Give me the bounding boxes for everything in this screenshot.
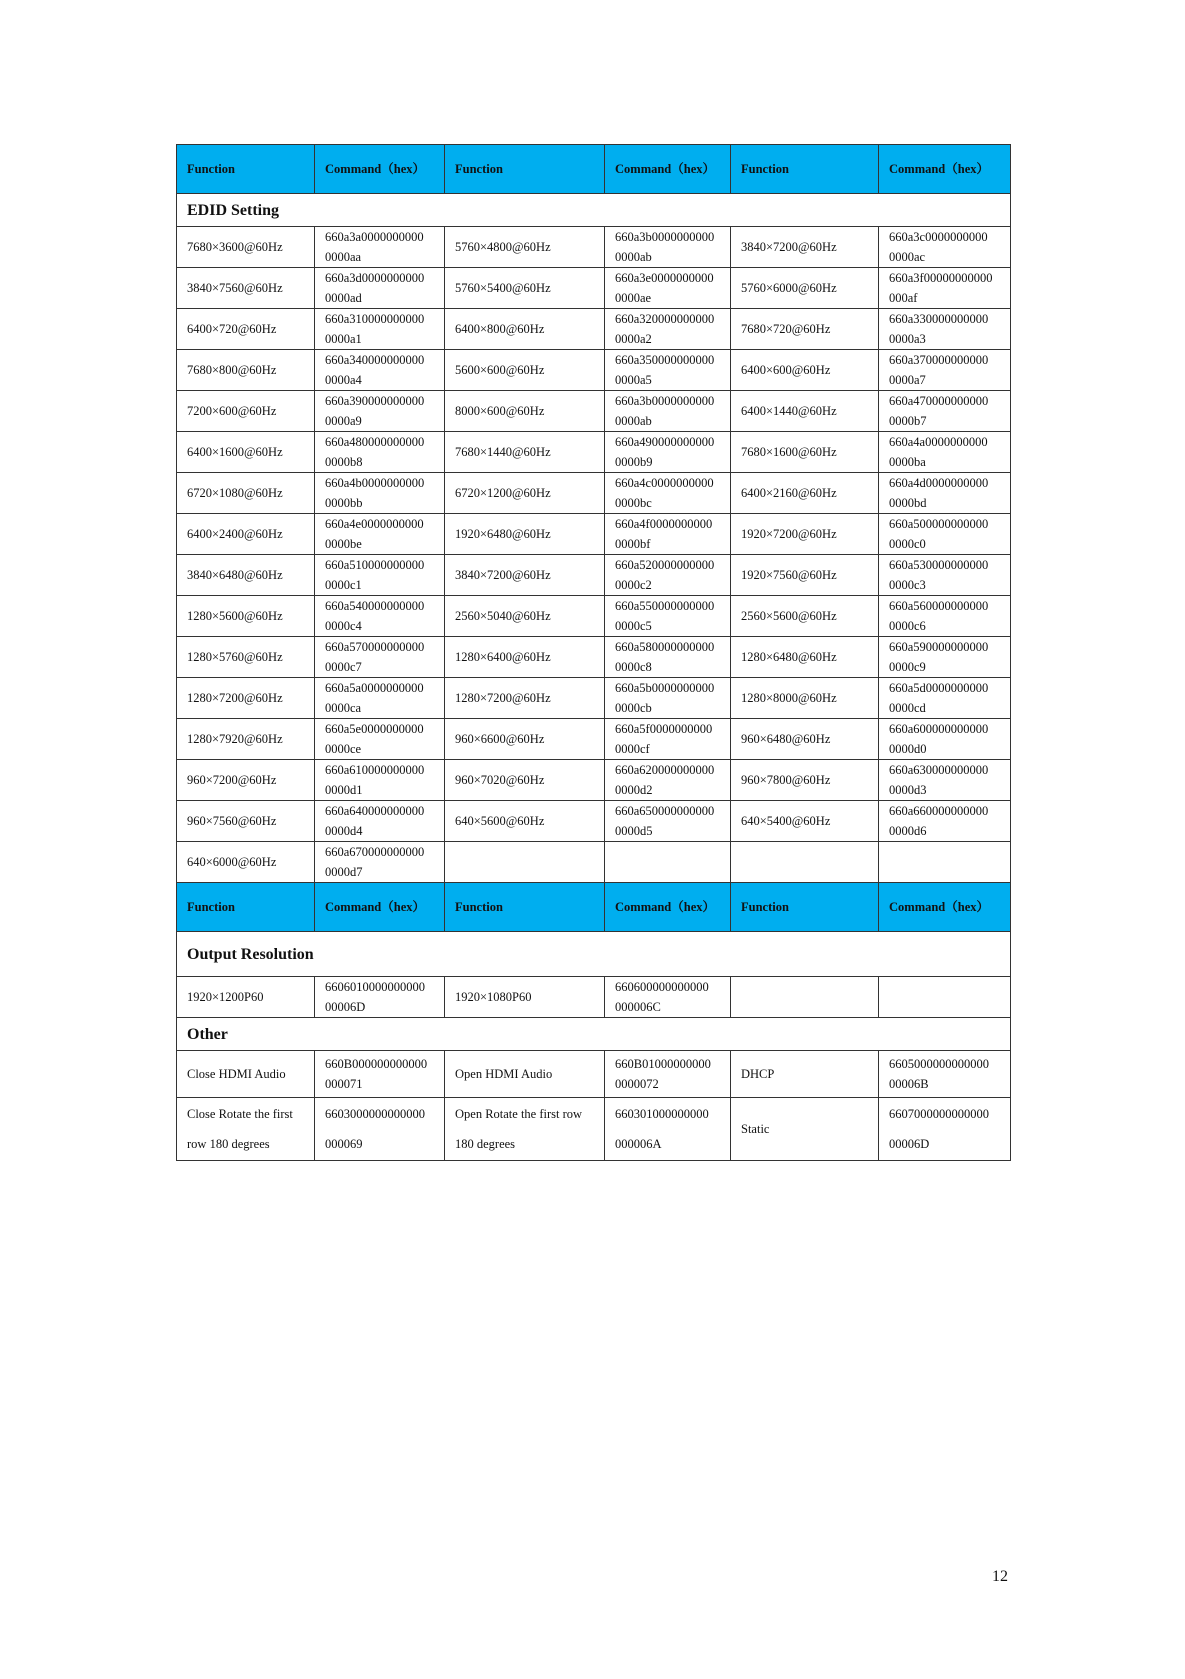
column-header: Function bbox=[445, 145, 605, 194]
column-header: Function bbox=[177, 145, 315, 194]
cell-line: 0000c9 bbox=[889, 660, 926, 674]
cell-line: 0000a7 bbox=[889, 373, 926, 387]
cell-line: 0000d3 bbox=[889, 783, 927, 797]
cell-line: 0000aa bbox=[325, 250, 362, 264]
cell-line: 660a5a0000000000 bbox=[325, 681, 424, 695]
command-cell bbox=[879, 555, 1011, 596]
command-cell bbox=[605, 391, 731, 432]
function-cell bbox=[731, 977, 879, 1018]
column-header: Command（hex） bbox=[879, 883, 1011, 932]
table-row bbox=[177, 801, 1011, 842]
function-cell: 1280×5760@60Hz bbox=[177, 637, 315, 678]
cell-line: 660a540000000000 bbox=[325, 599, 425, 613]
cell-line: 0000a2 bbox=[615, 332, 652, 346]
cell-line: 660a600000000000 bbox=[889, 722, 989, 736]
cell-line: 0000ac bbox=[889, 250, 926, 264]
function-cell: 960×7800@60Hz bbox=[731, 760, 879, 801]
command-cell bbox=[315, 555, 445, 596]
cell-line: 6606010000000000 bbox=[325, 980, 425, 994]
section-title: EDID Setting bbox=[177, 194, 1011, 227]
cell-line: 000071 bbox=[325, 1077, 363, 1091]
cell-line: 0000d5 bbox=[615, 824, 653, 838]
command-cell bbox=[879, 842, 1011, 883]
function-cell: 7680×1440@60Hz bbox=[445, 432, 605, 473]
cell-line: 660a3c0000000000 bbox=[889, 230, 988, 244]
table-row bbox=[177, 719, 1011, 760]
function-cell: Close HDMI Audio bbox=[177, 1051, 315, 1098]
cell-line: 660a5d0000000000 bbox=[889, 681, 989, 695]
command-cell bbox=[315, 842, 445, 883]
function-cell: 6400×720@60Hz bbox=[177, 309, 315, 350]
function-cell: 1280×7200@60Hz bbox=[177, 678, 315, 719]
cell-line: 0000bc bbox=[615, 496, 652, 510]
cell-line: 0000ca bbox=[325, 701, 362, 715]
command-cell bbox=[315, 514, 445, 555]
function-cell: 6400×1600@60Hz bbox=[177, 432, 315, 473]
cell-line: 0000c2 bbox=[615, 578, 652, 592]
command-cell bbox=[315, 432, 445, 473]
command-cell bbox=[605, 977, 731, 1018]
cell-line: 0000a5 bbox=[615, 373, 652, 387]
cell-line: 0000b7 bbox=[889, 414, 927, 428]
column-header: Function bbox=[177, 883, 315, 932]
cell-line: 0000bd bbox=[889, 496, 927, 510]
cell-line: 0000ce bbox=[325, 742, 362, 756]
cell-line: 660a320000000000 bbox=[615, 312, 715, 326]
cell-line: 660a480000000000 bbox=[325, 435, 425, 449]
function-cell: 640×5400@60Hz bbox=[731, 801, 879, 842]
command-cell bbox=[879, 719, 1011, 760]
function-cell: DHCP bbox=[731, 1051, 879, 1098]
cell-line: 660a560000000000 bbox=[889, 599, 989, 613]
cell-line: 660a3d0000000000 bbox=[325, 271, 425, 285]
function-cell bbox=[445, 842, 605, 883]
function-cell: 1280×8000@60Hz bbox=[731, 678, 879, 719]
column-header: Command（hex） bbox=[605, 145, 731, 194]
function-cell: 7680×720@60Hz bbox=[731, 309, 879, 350]
column-header: Command（hex） bbox=[315, 145, 445, 194]
cell-line: 660a650000000000 bbox=[615, 804, 715, 818]
function-cell: 7680×800@60Hz bbox=[177, 350, 315, 391]
function-cell: 5760×4800@60Hz bbox=[445, 227, 605, 268]
function-cell: 960×7020@60Hz bbox=[445, 760, 605, 801]
function-cell: 3840×6480@60Hz bbox=[177, 555, 315, 596]
table-row bbox=[177, 309, 1011, 350]
function-cell: 5600×600@60Hz bbox=[445, 350, 605, 391]
column-header: Function bbox=[445, 883, 605, 932]
table-row bbox=[177, 391, 1011, 432]
command-cell bbox=[605, 555, 731, 596]
command-cell bbox=[315, 637, 445, 678]
cell-line: 660a470000000000 bbox=[889, 394, 989, 408]
section-title: Output Resolution bbox=[177, 932, 1011, 977]
section-row bbox=[177, 1018, 1011, 1051]
cell-line: 660a520000000000 bbox=[615, 558, 715, 572]
function-cell: 7200×600@60Hz bbox=[177, 391, 315, 432]
cell-line: 660a500000000000 bbox=[889, 517, 989, 531]
command-cell bbox=[879, 268, 1011, 309]
command-cell bbox=[879, 391, 1011, 432]
function-cell: 3840×7200@60Hz bbox=[731, 227, 879, 268]
cell-line: 660600000000000 bbox=[615, 980, 709, 994]
cell-line: 660a4d0000000000 bbox=[889, 476, 989, 490]
column-header: Function bbox=[731, 145, 879, 194]
function-cell: 6400×600@60Hz bbox=[731, 350, 879, 391]
function-cell: 6400×800@60Hz bbox=[445, 309, 605, 350]
command-cell bbox=[315, 227, 445, 268]
cell-line: 660a550000000000 bbox=[615, 599, 715, 613]
function-cell: 1280×6400@60Hz bbox=[445, 637, 605, 678]
cell-line: 660a370000000000 bbox=[889, 353, 989, 367]
cell-line: 0000d4 bbox=[325, 824, 363, 838]
command-cell bbox=[315, 977, 445, 1018]
command-cell bbox=[879, 1051, 1011, 1098]
cell-line: 660a330000000000 bbox=[889, 312, 989, 326]
command-cell bbox=[605, 309, 731, 350]
cell-line: 0000a3 bbox=[889, 332, 926, 346]
command-cell bbox=[879, 977, 1011, 1018]
command-cell bbox=[605, 801, 731, 842]
function-cell: 6720×1080@60Hz bbox=[177, 473, 315, 514]
command-cell bbox=[315, 309, 445, 350]
column-header: Command（hex） bbox=[879, 145, 1011, 194]
command-cell bbox=[315, 1098, 445, 1161]
cell-line: 660a4b0000000000 bbox=[325, 476, 425, 490]
function-cell: 1920×6480@60Hz bbox=[445, 514, 605, 555]
cell-line: 660a5f0000000000 bbox=[615, 722, 713, 736]
cell-line: 660a3f00000000000 bbox=[889, 271, 993, 285]
function-cell: 8000×600@60Hz bbox=[445, 391, 605, 432]
cell-line: 660a590000000000 bbox=[889, 640, 989, 654]
function-cell: 1280×5600@60Hz bbox=[177, 596, 315, 637]
function-cell: 1280×7200@60Hz bbox=[445, 678, 605, 719]
page-number: 12 bbox=[992, 1568, 1008, 1585]
cell-line: 660a5b0000000000 bbox=[615, 681, 715, 695]
command-cell bbox=[879, 678, 1011, 719]
command-cell bbox=[879, 801, 1011, 842]
command-cell bbox=[879, 514, 1011, 555]
function-cell: 3840×7200@60Hz bbox=[445, 555, 605, 596]
cell-line: 0000d6 bbox=[889, 824, 927, 838]
table-row bbox=[177, 268, 1011, 309]
function-cell: 5760×6000@60Hz bbox=[731, 268, 879, 309]
cell-line: 660a610000000000 bbox=[325, 763, 425, 777]
cell-line: 0000c5 bbox=[615, 619, 652, 633]
command-cell bbox=[315, 678, 445, 719]
section-row bbox=[177, 932, 1011, 977]
cell-line: 0000a1 bbox=[325, 332, 362, 346]
command-cell bbox=[605, 432, 731, 473]
cell-line: 660a4a0000000000 bbox=[889, 435, 988, 449]
cell-line: 0000c1 bbox=[325, 578, 362, 592]
cell-line: 660a660000000000 bbox=[889, 804, 989, 818]
command-cell bbox=[879, 432, 1011, 473]
cell-line: 00006D bbox=[325, 1000, 366, 1014]
cell-line: 000006A bbox=[615, 1137, 662, 1151]
cell-line: 660a390000000000 bbox=[325, 394, 425, 408]
cell-line: 0000a4 bbox=[325, 373, 362, 387]
command-cell bbox=[879, 760, 1011, 801]
function-cell: 1920×1080P60 bbox=[445, 977, 605, 1018]
column-header: Command（hex） bbox=[315, 883, 445, 932]
cell-line: 660a530000000000 bbox=[889, 558, 989, 572]
cell-line: 0000cb bbox=[615, 701, 652, 715]
cell-line: 0000ba bbox=[889, 455, 926, 469]
cell-line: 0000cf bbox=[615, 742, 650, 756]
function-cell: Open HDMI Audio bbox=[445, 1051, 605, 1098]
command-cell bbox=[605, 1098, 731, 1161]
cell-line: Close Rotate the first bbox=[187, 1107, 293, 1121]
table-row bbox=[177, 227, 1011, 268]
cell-line: 00006D bbox=[889, 1137, 930, 1151]
command-cell bbox=[315, 350, 445, 391]
function-cell: 1920×7560@60Hz bbox=[731, 555, 879, 596]
column-header: Command（hex） bbox=[605, 883, 731, 932]
function-cell bbox=[445, 1098, 605, 1161]
table-row bbox=[177, 432, 1011, 473]
cell-line: 660B000000000000 bbox=[325, 1057, 428, 1071]
cell-line: 0000d1 bbox=[325, 783, 363, 797]
function-cell: 1280×6480@60Hz bbox=[731, 637, 879, 678]
command-cell bbox=[879, 309, 1011, 350]
cell-line: row 180 degrees bbox=[187, 1137, 270, 1151]
cell-line: 0000ab bbox=[615, 414, 652, 428]
cell-line: 660a3b0000000000 bbox=[615, 230, 715, 244]
command-cell bbox=[879, 637, 1011, 678]
table-row bbox=[177, 473, 1011, 514]
cell-line: 660a340000000000 bbox=[325, 353, 425, 367]
table-header-row bbox=[177, 883, 1011, 932]
command-cell bbox=[605, 637, 731, 678]
command-cell bbox=[605, 350, 731, 391]
function-cell: 7680×1600@60Hz bbox=[731, 432, 879, 473]
command-cell bbox=[605, 514, 731, 555]
command-cell bbox=[879, 473, 1011, 514]
function-cell: 3840×7560@60Hz bbox=[177, 268, 315, 309]
function-cell: 640×6000@60Hz bbox=[177, 842, 315, 883]
command-cell bbox=[315, 596, 445, 637]
cell-line: 0000ae bbox=[615, 291, 652, 305]
cell-line: 660a4c0000000000 bbox=[615, 476, 714, 490]
cell-line: 660a3e0000000000 bbox=[615, 271, 714, 285]
cell-line: 0000b8 bbox=[325, 455, 363, 469]
cell-line: 0000c0 bbox=[889, 537, 926, 551]
cell-line: 6605000000000000 bbox=[889, 1057, 989, 1071]
cell-line: 660a490000000000 bbox=[615, 435, 715, 449]
command-cell bbox=[605, 227, 731, 268]
section-title: Other bbox=[177, 1018, 1011, 1051]
cell-line: 0000cd bbox=[889, 701, 926, 715]
cell-line: 660301000000000 bbox=[615, 1107, 709, 1121]
cell-line: 0000c4 bbox=[325, 619, 362, 633]
function-cell: 2560×5040@60Hz bbox=[445, 596, 605, 637]
command-cell bbox=[315, 1051, 445, 1098]
command-cell bbox=[879, 1098, 1011, 1161]
function-cell: 960×7560@60Hz bbox=[177, 801, 315, 842]
function-cell: 7680×3600@60Hz bbox=[177, 227, 315, 268]
command-cell bbox=[315, 760, 445, 801]
table-row bbox=[177, 678, 1011, 719]
cell-line: 0000072 bbox=[615, 1077, 659, 1091]
cell-line: 660a630000000000 bbox=[889, 763, 989, 777]
cell-line: 0000bf bbox=[615, 537, 651, 551]
table-row bbox=[177, 350, 1011, 391]
function-cell: 640×5600@60Hz bbox=[445, 801, 605, 842]
cell-line: 660a670000000000 bbox=[325, 845, 425, 859]
function-cell: 6720×1200@60Hz bbox=[445, 473, 605, 514]
function-cell: 5760×5400@60Hz bbox=[445, 268, 605, 309]
function-cell: 960×7200@60Hz bbox=[177, 760, 315, 801]
cell-line: 660a580000000000 bbox=[615, 640, 715, 654]
cell-line: 0000b9 bbox=[615, 455, 653, 469]
function-cell: 960×6600@60Hz bbox=[445, 719, 605, 760]
cell-line: 0000c3 bbox=[889, 578, 926, 592]
cell-line: 6603000000000000 bbox=[325, 1107, 425, 1121]
table-row bbox=[177, 842, 1011, 883]
cell-line: 000006C bbox=[615, 1000, 661, 1014]
function-cell: 2560×5600@60Hz bbox=[731, 596, 879, 637]
cell-line: 660a4e0000000000 bbox=[325, 517, 424, 531]
function-cell: 960×6480@60Hz bbox=[731, 719, 879, 760]
cell-line: 660a640000000000 bbox=[325, 804, 425, 818]
command-cell bbox=[605, 268, 731, 309]
table-row bbox=[177, 760, 1011, 801]
cell-line: 0000ab bbox=[615, 250, 652, 264]
cell-line: 0000bb bbox=[325, 496, 363, 510]
table-row bbox=[177, 514, 1011, 555]
cell-line: 660a570000000000 bbox=[325, 640, 425, 654]
cell-line: 0000d7 bbox=[325, 865, 363, 879]
command-cell bbox=[605, 719, 731, 760]
table-header-row bbox=[177, 145, 1011, 194]
section-row bbox=[177, 194, 1011, 227]
cell-line: 0000a9 bbox=[325, 414, 362, 428]
function-cell: 1920×1200P60 bbox=[177, 977, 315, 1018]
command-cell bbox=[315, 473, 445, 514]
command-cell bbox=[879, 596, 1011, 637]
cell-line: 660a310000000000 bbox=[325, 312, 425, 326]
cell-line: 660a510000000000 bbox=[325, 558, 425, 572]
table-row bbox=[177, 977, 1011, 1018]
function-cell: 1920×7200@60Hz bbox=[731, 514, 879, 555]
cell-line: 660B01000000000 bbox=[615, 1057, 711, 1071]
cell-line: 660a3a0000000000 bbox=[325, 230, 424, 244]
cell-line: Open Rotate the first row bbox=[455, 1107, 583, 1121]
cell-line: 180 degrees bbox=[455, 1137, 516, 1151]
cell-line: 0000d2 bbox=[615, 783, 653, 797]
command-cell bbox=[315, 801, 445, 842]
table-row bbox=[177, 555, 1011, 596]
cell-line: 0000c6 bbox=[889, 619, 926, 633]
table-row bbox=[177, 596, 1011, 637]
cell-line: 660a3b0000000000 bbox=[615, 394, 715, 408]
command-cell bbox=[315, 268, 445, 309]
command-cell bbox=[605, 473, 731, 514]
cell-line: 660a350000000000 bbox=[615, 353, 715, 367]
function-cell bbox=[731, 842, 879, 883]
table-row bbox=[177, 1098, 1011, 1161]
command-cell bbox=[605, 596, 731, 637]
cell-line: 00006B bbox=[889, 1077, 929, 1091]
command-cell bbox=[315, 719, 445, 760]
command-cell bbox=[605, 760, 731, 801]
function-cell: 6400×2160@60Hz bbox=[731, 473, 879, 514]
command-cell bbox=[605, 678, 731, 719]
cell-line: 0000c7 bbox=[325, 660, 362, 674]
cell-line: 660a4f0000000000 bbox=[615, 517, 713, 531]
cell-line: 0000d0 bbox=[889, 742, 927, 756]
command-cell bbox=[605, 1051, 731, 1098]
function-cell bbox=[177, 1098, 315, 1161]
cell-line: 6607000000000000 bbox=[889, 1107, 989, 1121]
command-cell bbox=[879, 350, 1011, 391]
command-table bbox=[176, 144, 1011, 1161]
function-cell: 6400×1440@60Hz bbox=[731, 391, 879, 432]
command-cell bbox=[315, 391, 445, 432]
cell-line: 000af bbox=[889, 291, 918, 305]
cell-line: 660a5e0000000000 bbox=[325, 722, 424, 736]
cell-line: 0000ad bbox=[325, 291, 362, 305]
cell-line: 660a620000000000 bbox=[615, 763, 715, 777]
table-row bbox=[177, 1051, 1011, 1098]
cell-line: 0000be bbox=[325, 537, 362, 551]
cell-line: 000069 bbox=[325, 1137, 363, 1151]
table-row bbox=[177, 637, 1011, 678]
function-cell: Static bbox=[731, 1098, 879, 1161]
function-cell: 6400×2400@60Hz bbox=[177, 514, 315, 555]
command-cell bbox=[605, 842, 731, 883]
cell-line: 0000c8 bbox=[615, 660, 652, 674]
column-header: Function bbox=[731, 883, 879, 932]
function-cell: 1280×7920@60Hz bbox=[177, 719, 315, 760]
command-cell bbox=[879, 227, 1011, 268]
